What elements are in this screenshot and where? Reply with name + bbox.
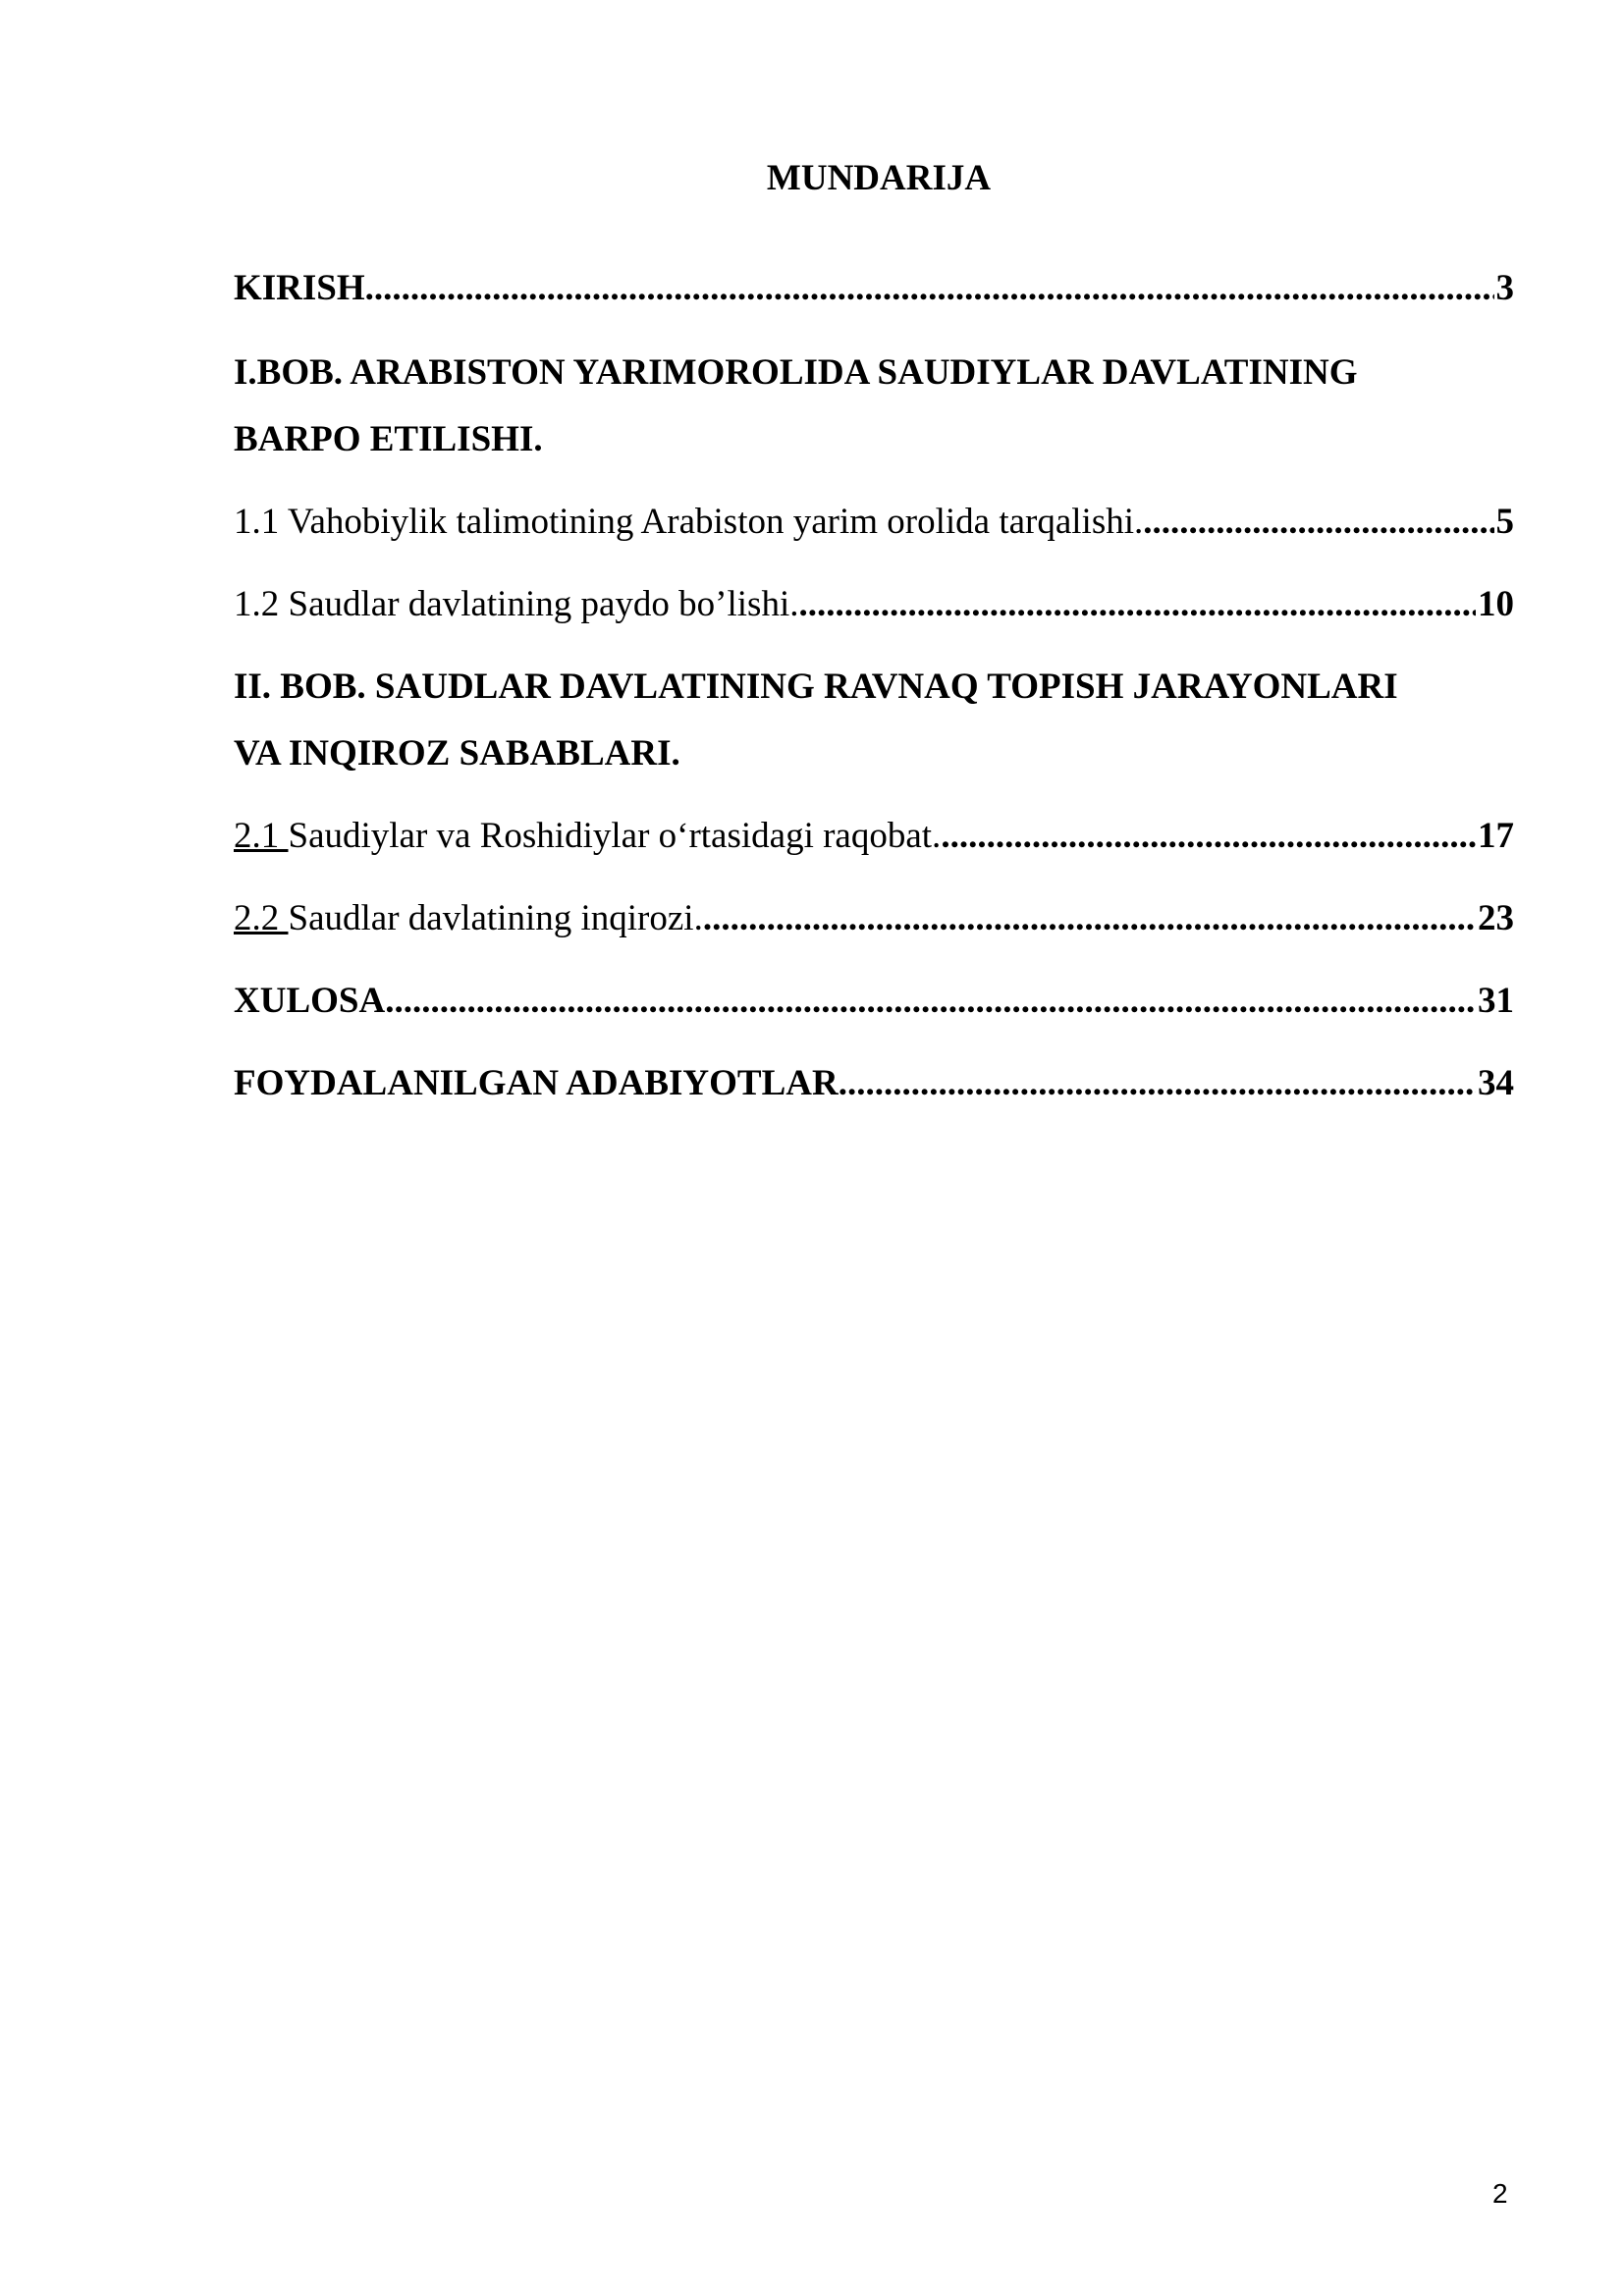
toc-entry-page: 10 [1478,584,1514,624]
toc-entry-1-2[interactable] [234,575,1514,634]
toc-entry-label [234,493,1143,552]
section-number: 1.1 [234,502,280,542]
dot-leader [365,259,1494,318]
page-number: 2 [1492,2178,1508,2209]
dot-leader [798,575,1476,634]
page-title: MUNDARIJA [766,158,992,198]
toc-entry-page: 23 [1478,898,1514,938]
section-title: Saudlar davlatining inqirozi. [288,898,703,938]
toc-chapter-2-line-2: VA INQIROZ SABABLARI. [234,733,680,774]
toc-entry-page: 34 [1478,1063,1514,1103]
section-number: 1.2 [234,584,280,624]
section-title: Vahobiylik talimotining Arabiston yarim orolida tarqalishi. [279,502,1144,542]
toc-chapter-1-line-2: BARPO ETILISHI. [234,419,543,459]
toc-entry-xulosa[interactable] [234,972,1514,1031]
toc-entry-page: 3 [1495,268,1514,308]
dot-leader [839,1054,1476,1113]
toc-entry-page: 5 [1495,502,1514,542]
section-title: Saudiylar va Roshidiylar o‘rtasidagi raqobat. [288,816,942,856]
toc-entry-page: 31 [1478,981,1514,1021]
toc-chapter-2-line-1: II. BOB. SAUDLAR DAVLATINING RAVNAQ TOPISH JARAYONLARI [234,667,1398,707]
dot-leader [703,889,1476,948]
toc-chapter-1[interactable] [234,340,1514,473]
section-number: 2.2 [234,898,289,938]
toc-entry-label: KIRISH [234,268,365,308]
toc-entry-label: XULOSA [234,981,386,1021]
toc-entry-label [234,889,703,948]
toc-entry-2-1[interactable] [234,807,1514,866]
dot-leader [385,972,1476,1031]
toc-chapter-2[interactable] [234,654,1514,787]
toc-entry-label: FOYDALANILGAN ADABIYOTLAR [234,1063,839,1103]
toc-entry-2-2[interactable] [234,889,1514,948]
toc-entry-kirish[interactable] [234,259,1514,318]
dot-leader [941,807,1476,866]
dot-leader [1143,493,1493,552]
toc-entry-label [234,807,941,866]
toc-entry-adabiyotlar[interactable] [234,1054,1514,1113]
toc-entry-label [234,575,798,634]
section-number: 2.1 [234,816,289,856]
toc-entry-page: 17 [1478,816,1514,856]
toc-chapter-1-line-1: I.BOB. ARABISTON YARIMOROLIDA SAUDIYLAR DAVLATINING [234,352,1358,393]
toc-entry-1-1[interactable] [234,493,1514,552]
section-title: Saudlar davlatining paydo bo’lishi. [279,584,799,624]
